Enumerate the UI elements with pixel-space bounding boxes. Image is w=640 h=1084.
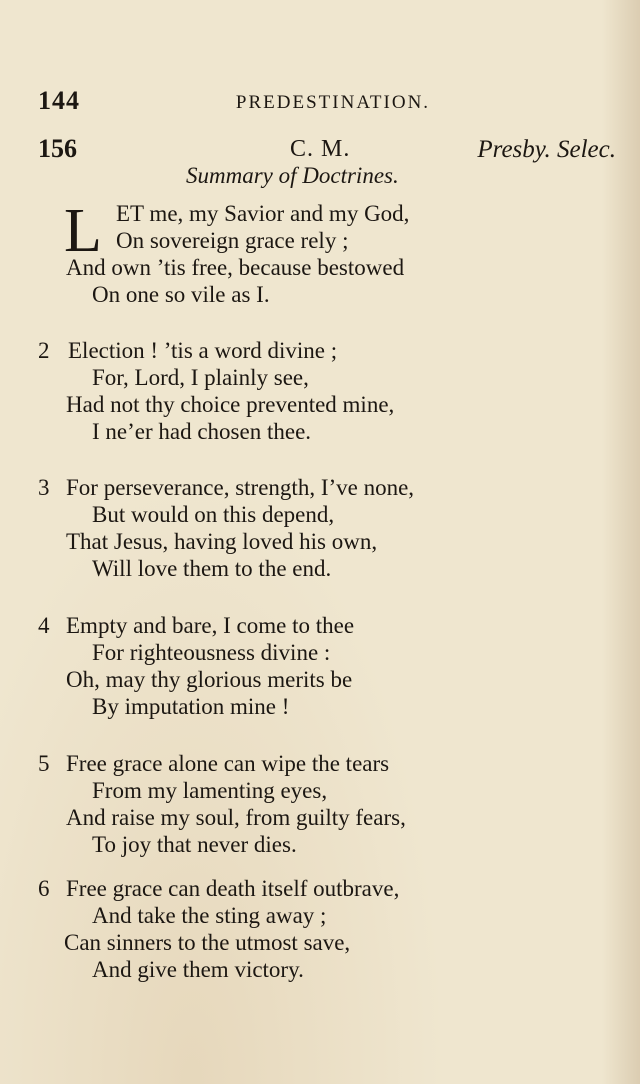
verse-line: Election ! ’tis a word divine ; <box>68 338 338 363</box>
verse-line: Empty and bare, I come to thee <box>66 613 355 638</box>
verse-number: 5 <box>38 751 50 776</box>
running-title: PREDESTINATION. <box>235 92 431 113</box>
hymn-subtitle: Summary of Doctrines. <box>186 163 399 188</box>
verse-number: 2 <box>38 338 50 363</box>
verse-line: For righteousness divine : <box>92 640 331 665</box>
verse-line: Will love them to the end. <box>92 556 332 581</box>
verse-line: Can sinners to the utmost save, <box>64 930 351 955</box>
hymn-meter: C. M. <box>290 136 351 162</box>
verse-number: 3 <box>38 475 50 500</box>
verse-line: Oh, may thy glorious merits be <box>66 667 353 692</box>
verse-line: For perseverance, strength, I’ve none, <box>66 475 415 500</box>
verse-line: That Jesus, having loved his own, <box>66 529 378 554</box>
verse-line: And raise my soul, from guilty fears, <box>66 805 406 830</box>
verse-line: On sovereign grace rely ; <box>116 228 349 253</box>
hymn-number: 156 <box>38 134 77 163</box>
verse-number: 4 <box>38 613 50 638</box>
verse-line: And give them victory. <box>92 957 304 982</box>
verse-line: By imputation mine ! <box>92 694 290 719</box>
verse-line: To joy that never dies. <box>92 832 297 857</box>
page-number: 144 <box>38 86 80 115</box>
verse-line: On one so vile as I. <box>92 282 270 307</box>
drop-cap: L <box>64 197 102 265</box>
verse-line: Free grace can death itself outbrave, <box>66 876 400 901</box>
hymn-source: Presby. Selec. <box>477 136 616 163</box>
verse-line: Had not thy choice prevented mine, <box>66 392 395 417</box>
verse-line: ET me, my Savior and my God, <box>116 201 410 226</box>
verse-line: But would on this depend, <box>92 502 335 527</box>
verse-line: And own ’tis free, because bestowed <box>66 255 405 280</box>
verse-line: Free grace alone can wipe the tears <box>66 751 390 776</box>
verse-line: I ne’er had chosen thee. <box>92 419 312 444</box>
verse-line: For, Lord, I plainly see, <box>92 365 309 390</box>
verse-line: From my lamenting eyes, <box>92 778 328 803</box>
verse-line: And take the sting away ; <box>92 903 327 928</box>
verse-number: 6 <box>38 876 50 901</box>
